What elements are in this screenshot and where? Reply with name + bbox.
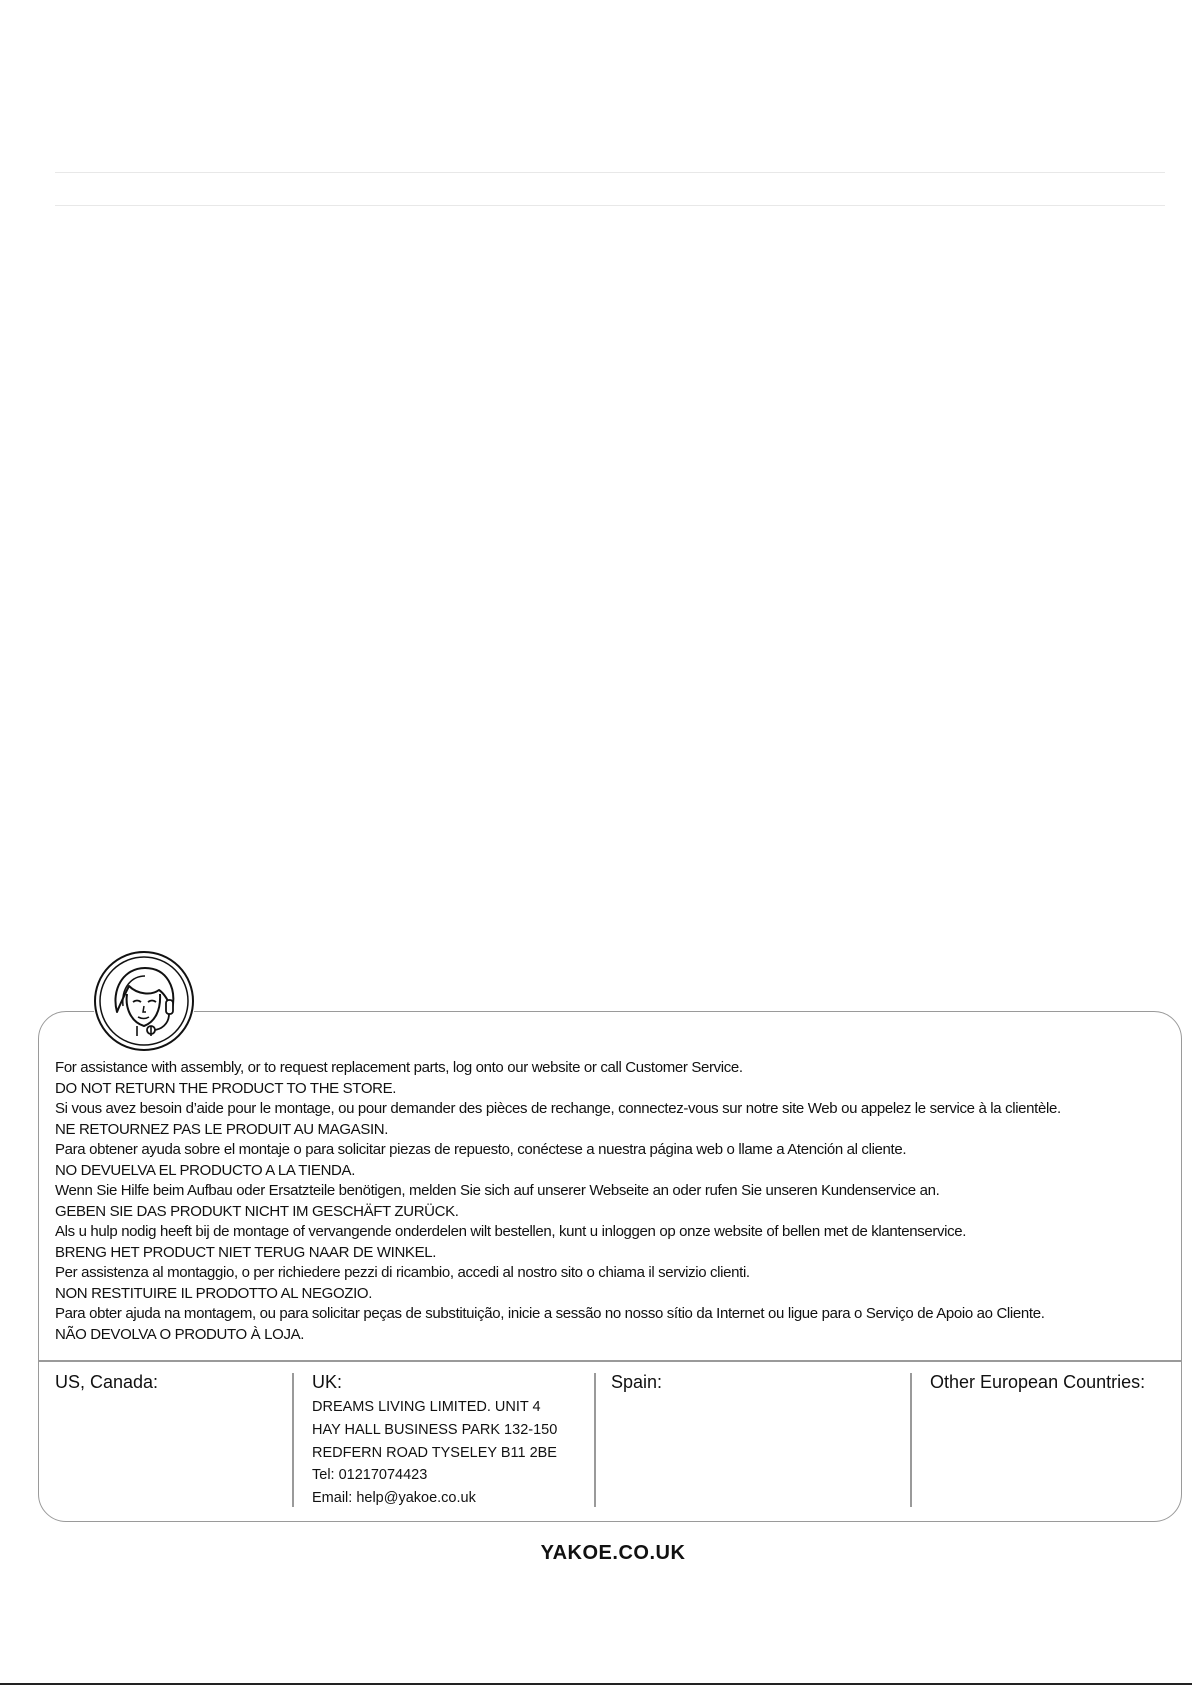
region-us-canada [55, 1370, 158, 1394]
support-message-list [55, 1058, 1175, 1345]
address-line: HAY HALL BUSINESS PARK 132-150 [312, 1421, 558, 1438]
region-uk [312, 1370, 557, 1510]
support-message: Als u hulp nodig heeft bij de montage of vervangende onderdelen wilt bestellen, kunt u inloggen op onze website of bellen met de klantenservice. [55, 1223, 967, 1240]
customer-service-headset-icon [93, 950, 195, 1052]
support-message: BRENG HET PRODUCT NIET TERUG NAAR DE WINKEL. [55, 1243, 437, 1261]
contact-section-divider [39, 1360, 1181, 1362]
phone-line: Tel: 01217074423 [312, 1467, 428, 1484]
support-message: NE RETOURNEZ PAS LE PRODUIT AU MAGASIN. [55, 1120, 389, 1138]
footer-website: YAKOE.CO.UK [540, 1542, 686, 1564]
support-message: NÃO DEVOLVA O PRODUTO À LOJA. [55, 1325, 305, 1343]
support-message: GEBEN SIE DAS PRODUKT NICHT IM GESCHÄFT ZURÜCK. [55, 1202, 459, 1220]
support-message: For assistance with assembly, or to request replacement parts, log onto our website or call Customer Service. [55, 1059, 743, 1076]
support-message: Para obter ajuda na montagem, ou para solicitar peças de substituição, inicie a sessão no nosso sítio da Internet ou ligue para o Serviço de Apoio ao Cliente. [55, 1305, 1045, 1322]
region-spain [611, 1370, 662, 1394]
uk-address [312, 1396, 557, 1510]
column-divider [594, 1373, 596, 1507]
region-label: UK: [312, 1372, 343, 1392]
support-message: Wenn Sie Hilfe beim Aufbau oder Ersatzteile benötigen, melden Sie sich auf unserer Webseite an oder rufen Sie unseren Kundenservice an. [55, 1182, 940, 1199]
support-message: Per assistenza al montaggio, o per richiedere pezzi di ricambio, accedi al nostro sito o chiama il servizio clienti. [55, 1264, 750, 1281]
support-message: Para obtener ayuda sobre el montaje o para solicitar piezas de repuesto, conéctese a nuestra página web o llame a Atención al cliente. [55, 1141, 907, 1158]
support-message: NO DEVUELVA EL PRODUCTO A LA TIENDA. [55, 1161, 356, 1179]
column-divider [292, 1373, 294, 1507]
top-divider-line [55, 172, 1165, 173]
column-divider [910, 1373, 912, 1507]
region-other-europe [930, 1370, 1145, 1394]
support-message: DO NOT RETURN THE PRODUCT TO THE STORE. [55, 1079, 397, 1097]
region-label: Other European Countries: [930, 1372, 1146, 1392]
region-label: US, Canada: [55, 1372, 159, 1392]
support-message: NON RESTITUIRE IL PRODOTTO AL NEGOZIO. [55, 1284, 373, 1302]
email-line: Email: help@yakoe.co.uk [312, 1490, 476, 1507]
top-divider-line-2 [55, 205, 1165, 206]
address-line: DREAMS LIVING LIMITED. UNIT 4 [312, 1399, 541, 1415]
region-label: Spain: [611, 1372, 663, 1392]
address-line: REDFERN ROAD TYSELEY B11 2BE [312, 1444, 557, 1461]
support-message: Si vous avez besoin d’aide pour le montage, ou pour demander des pièces de rechange, connectez-vous sur notre site Web ou appelez le service à la clientèle. [55, 1100, 1061, 1117]
